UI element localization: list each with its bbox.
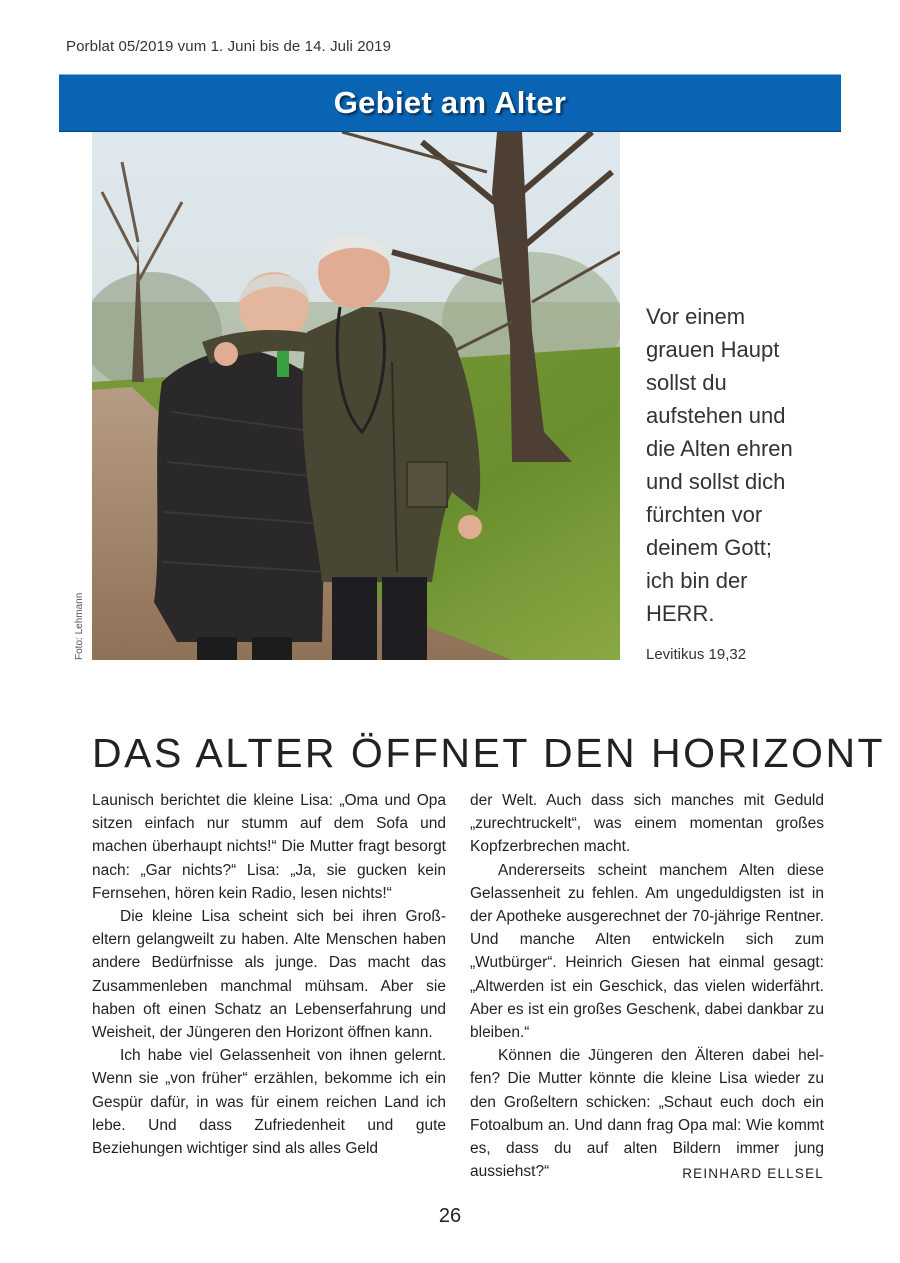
bible-quote bbox=[646, 300, 846, 630]
article-column-right bbox=[470, 789, 824, 1185]
article-paragraph: Andererseits scheint manchem Alten diese Gelassenheit zu fehlen. Am ungeduldigsten ist in der Apotheke ausgerechnet der 70-jährige Rentner. Und manche Alten entwickeln sich zum „Wutbürger“. Heinrich Giesen hat einmal gesagt: „Altwerden ist ein Geschick, das vielen widerfährt. Aber es ist ein großes Geschenk, dabei dankbar zu bleiben.“ bbox=[470, 861, 824, 1042]
couple-photo bbox=[92, 132, 620, 660]
quote-reference: Levitikus 19,32 bbox=[646, 646, 747, 663]
quote-line: und sollst dich bbox=[646, 469, 786, 494]
article-headline: DAS ALTER ÖFFNET DEN HORIZONT bbox=[92, 730, 886, 777]
article-paragraph-last bbox=[470, 1044, 824, 1183]
issue-header: Porblat 05/2019 vum 1. Juni bis de 14. Juli 2019 bbox=[66, 38, 392, 55]
article-author: REINHARD ELLSEL bbox=[682, 1166, 824, 1182]
quote-line: fürchten vor bbox=[646, 502, 763, 527]
quote-line: grauen Haupt bbox=[646, 337, 780, 362]
quote-line: HERR. bbox=[646, 601, 715, 626]
article-paragraph: Launisch berichtet die kleine Lisa: „Oma und Opa sitzen einfach nur stumm auf dem Sofa und machen überhaupt nichts!“ Die Mutter fragt besorgt nach: „Gar nichts?“ Lisa: „Ja, sie gucken kein Fernsehen, hören kein Radio, lesen nichts!“ bbox=[92, 792, 446, 902]
quote-line: deinem Gott; bbox=[646, 535, 772, 560]
section-title: Gebiet am Alter bbox=[333, 85, 567, 120]
quote-line: sollst du bbox=[646, 370, 727, 395]
article-paragraph-text: Können die Jüngeren den Älteren dabei helfen? Die Mutter könnte die kleine Lisa wieder zu den Großeltern schicken: „Schaut euch doch ein Fotoalbum an. Und dann frag Opa mal: Wie kommt es, dass du auf alten Bildern immer jung aussiehst?“ bbox=[470, 1047, 824, 1181]
article-paragraph: der Welt. Auch dass sich manches mit Geduld „zurechtruckelt“, was einem momentan großes Kopfzerbrechen macht. bbox=[470, 792, 824, 856]
article-column-left bbox=[92, 789, 446, 1160]
article-paragraph: Die kleine Lisa scheint sich bei ihren Großeltern gelangweilt zu haben. Alte Menschen haben andere Bedürfnisse als junge. Das macht das Zusammenleben manchmal mühsam. Aber sie haben oft einen Schatz an Lebenserfahrung und Weisheit, der Jüngeren den Horizont öffnen kann. bbox=[92, 908, 446, 1042]
quote-line: aufstehen und bbox=[646, 403, 786, 428]
page-number: 26 bbox=[438, 1205, 462, 1227]
section-banner bbox=[59, 74, 841, 132]
article-paragraph: Ich habe viel Gelassenheit von ihnen gelernt. Wenn sie „von früher“ erzählen, bekomme ich ein Gespür dafür, in was für einem reichen Land ich lebe. Und dass Zufriedenheit und gute Beziehungen wichtiger sind als alles Geld bbox=[92, 1047, 446, 1158]
photo-credit: Foto: Lehmann bbox=[74, 592, 85, 660]
quote-line: die Alten ehren bbox=[646, 436, 793, 461]
quote-line: Vor einem bbox=[646, 304, 746, 329]
quote-line: ich bin der bbox=[646, 568, 748, 593]
